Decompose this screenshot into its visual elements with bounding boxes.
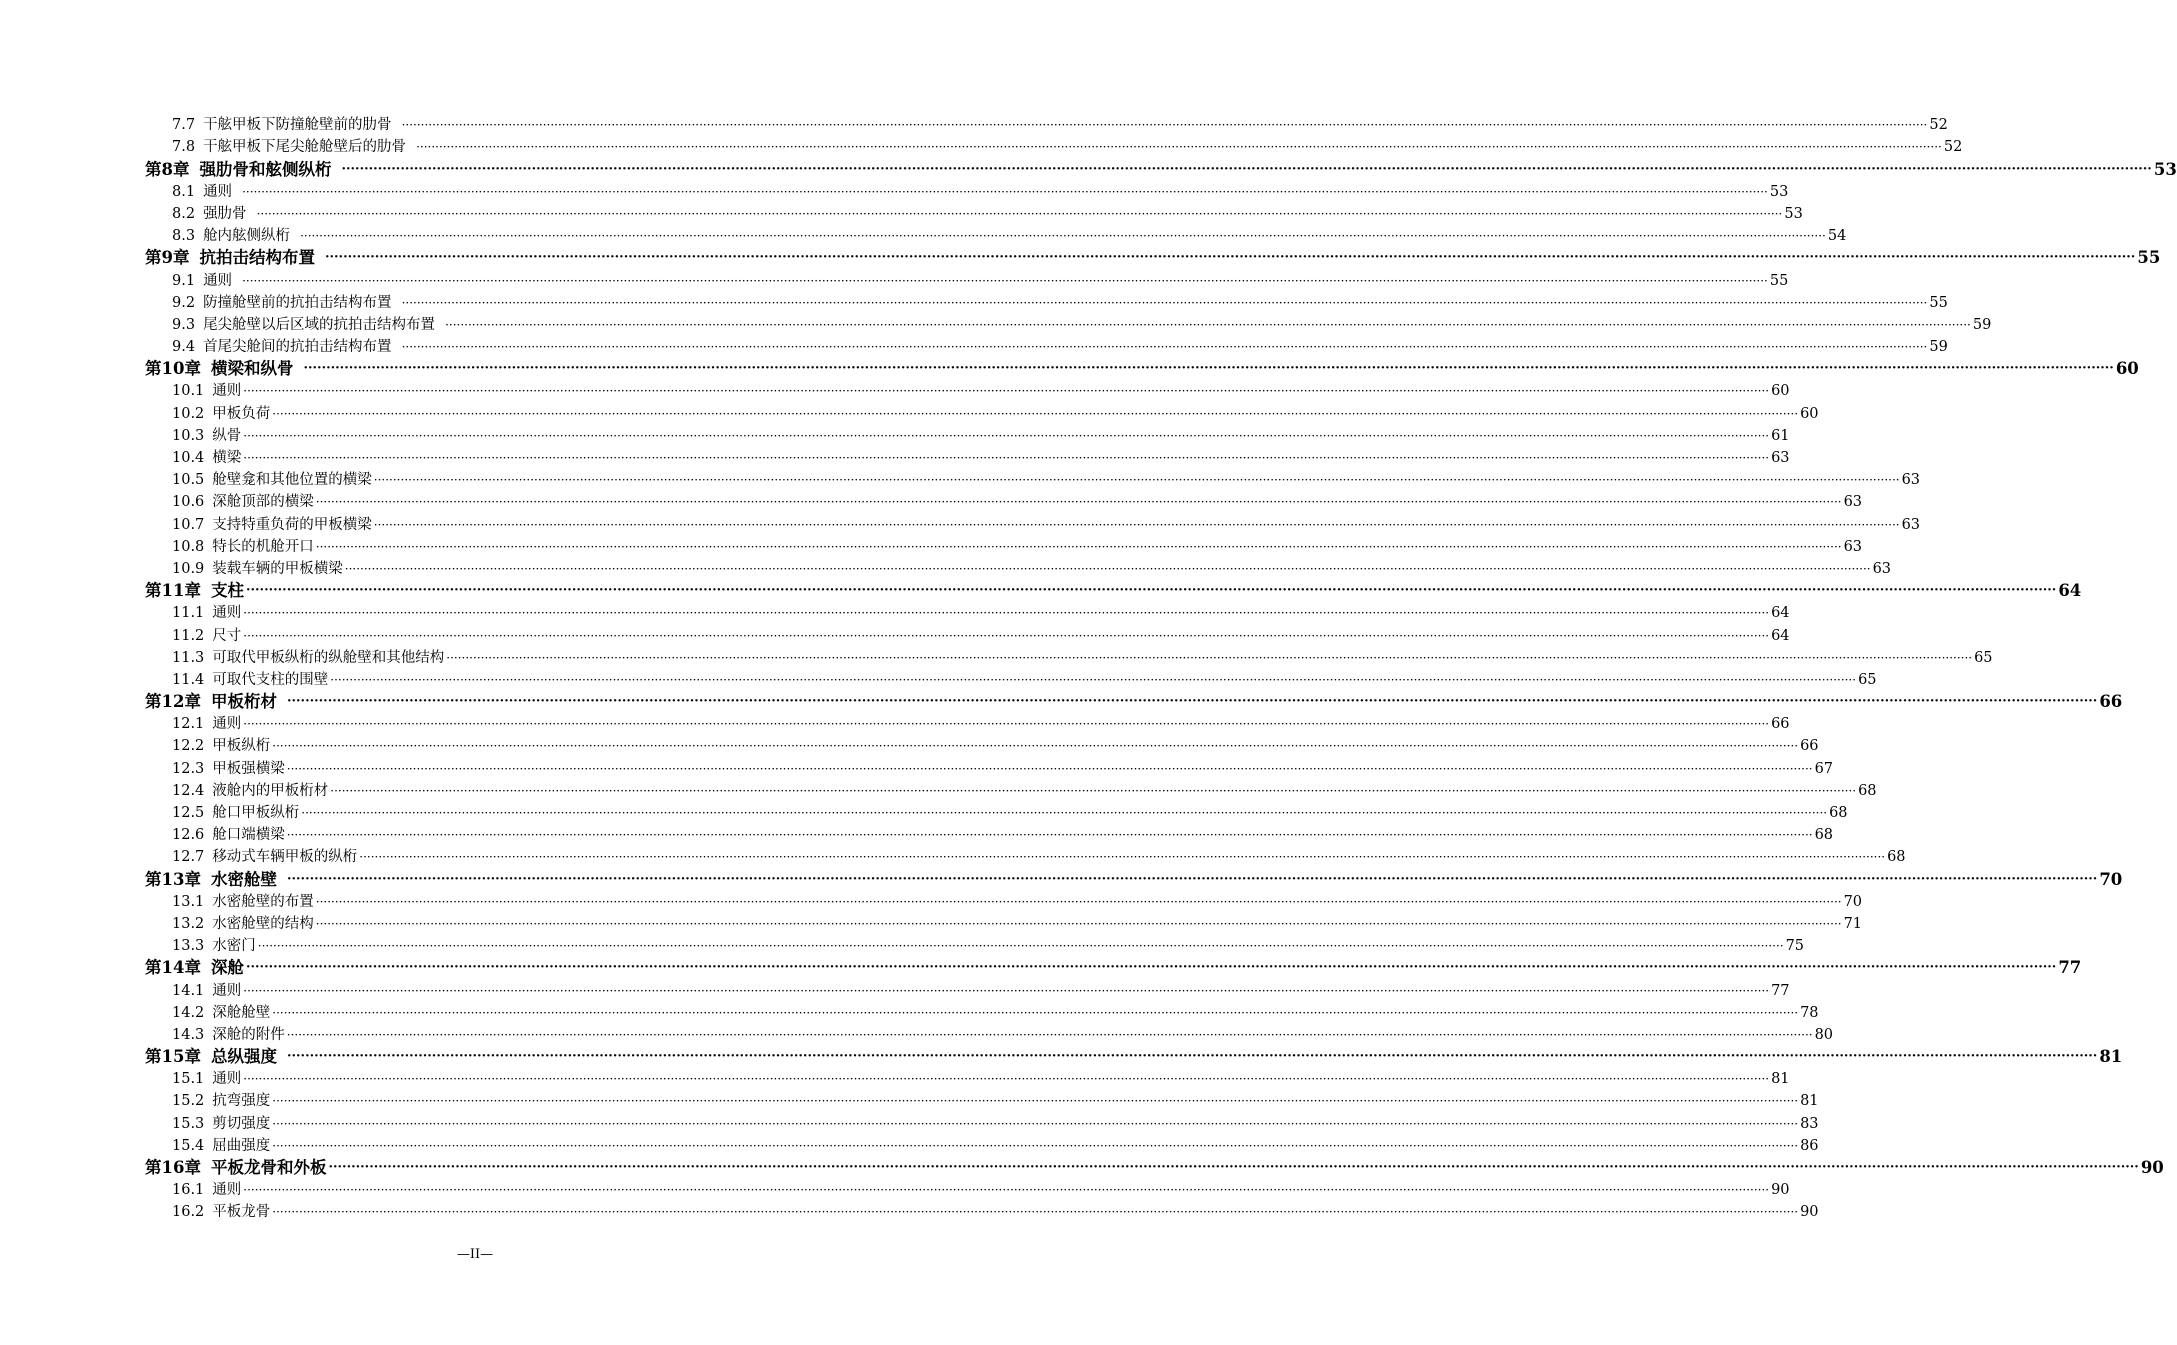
toc-entry-page: 77 bbox=[2058, 958, 2082, 978]
toc-entry-page: 63 bbox=[1901, 516, 1921, 533]
toc-entry-page: 68 bbox=[1814, 827, 1834, 844]
toc-entry-title: 深舱的附件 bbox=[212, 1026, 285, 1043]
toc-entry-title: 平板龙骨 bbox=[212, 1204, 271, 1221]
toc-section-entry[interactable] bbox=[0, 114, 1948, 136]
toc-entry-title: 支持特重负荷的甲板横梁 bbox=[212, 516, 372, 533]
toc-entry-title: 液舱内的甲板桁材 bbox=[212, 782, 329, 799]
toc-entry-number: 13.3 bbox=[172, 938, 205, 955]
toc-entry-page: 71 bbox=[1843, 915, 1863, 932]
dot-leader: ················································································································································································································································································································································································································ bbox=[324, 250, 2136, 266]
toc-entry-title: 屈曲强度 bbox=[212, 1137, 271, 1154]
toc-entry-page: 66 bbox=[1771, 716, 1790, 733]
toc-entry-number: 14.3 bbox=[172, 1026, 205, 1043]
toc-entry-page: 60 bbox=[1771, 383, 1790, 400]
dot-leader: ················································································································································································································································································································································································································ bbox=[315, 495, 1842, 510]
toc-section-entry[interactable] bbox=[0, 491, 1863, 513]
toc-entry-number: 8.2 bbox=[172, 205, 196, 222]
toc-entry-title: 水密舱壁的布置 bbox=[212, 893, 314, 910]
toc-section-entry[interactable] bbox=[0, 1024, 1834, 1046]
dot-leader: ················································································································································································································································································································································································································ bbox=[286, 1049, 2098, 1065]
dot-leader: ················································································································································································································································································································································································································ bbox=[272, 406, 1799, 421]
toc-section-entry[interactable] bbox=[0, 979, 1790, 1001]
toc-entry-number: 7.8 bbox=[172, 139, 196, 156]
toc-entry-number: 10.9 bbox=[172, 560, 205, 577]
dot-leader: ················································································································································································································································································································································································································ bbox=[243, 717, 1770, 732]
toc-section-entry[interactable] bbox=[0, 513, 1921, 535]
dot-leader: ················································································································································································································································································································································································································ bbox=[301, 806, 1828, 820]
toc-entry-number: 9.1 bbox=[172, 272, 196, 289]
toc-entry-title: 可取代甲板纵桁的纵舱壁和其他结构 bbox=[212, 649, 445, 666]
toc-entry-page: 52 bbox=[1929, 117, 1948, 134]
toc-entry-title: 干舷甲板下尾尖舱舱壁后的肋骨 bbox=[203, 139, 407, 156]
toc-entry-page: 70 bbox=[2099, 869, 2123, 889]
toc-entry-page: 61 bbox=[1771, 427, 1790, 444]
toc-entry-page: 55 bbox=[1929, 294, 1948, 311]
toc-entry-page: 64 bbox=[2058, 581, 2082, 601]
toc-entry-number: 15.4 bbox=[172, 1137, 205, 1154]
dot-leader: ················································································································································································································································································································································································································ bbox=[401, 295, 1928, 310]
toc-entry-number: 10.1 bbox=[172, 383, 205, 400]
toc-section-entry[interactable] bbox=[0, 602, 1790, 624]
toc-entry-page: 81 bbox=[2099, 1047, 2123, 1067]
toc-chapter-entry[interactable] bbox=[0, 957, 2082, 979]
table-of-contents bbox=[0, 114, 2177, 1223]
toc-entry-number: 10.8 bbox=[172, 538, 205, 555]
toc-entry-page: 90 bbox=[2140, 1158, 2164, 1177]
toc-entry-number: 9.4 bbox=[172, 339, 196, 356]
toc-entry-page: 64 bbox=[1771, 627, 1790, 644]
toc-entry-number: 11.4 bbox=[172, 671, 205, 688]
toc-entry-page: 59 bbox=[1972, 316, 1992, 333]
toc-entry-title: 强肋骨和舷侧纵桁 bbox=[199, 159, 332, 179]
toc-entry-title: 通则 bbox=[203, 272, 233, 289]
toc-entry-title: 舱口端横梁 bbox=[212, 827, 285, 844]
page-number: —II— bbox=[456, 1247, 494, 1262]
toc-entry-page: 90 bbox=[1771, 1182, 1790, 1199]
toc-entry-number: 第14章 bbox=[145, 958, 201, 978]
toc-section-entry[interactable] bbox=[0, 469, 1921, 491]
dot-leader: ················································································································································································································································································································································································································ bbox=[315, 916, 1842, 931]
dot-leader: ················································································································································································································································································································································································································ bbox=[242, 184, 1768, 199]
toc-entry-page: 83 bbox=[1800, 1115, 1819, 1132]
toc-entry-page: 63 bbox=[1843, 538, 1863, 555]
toc-section-entry[interactable] bbox=[0, 314, 1992, 336]
toc-entry-title: 舱口甲板纵桁 bbox=[212, 805, 300, 821]
toc-entry-title: 支柱 bbox=[210, 581, 244, 601]
dot-leader: ················································································································································································································································································································································································································ bbox=[416, 140, 1942, 155]
dot-leader: ················································································································································································································································································································································································································ bbox=[315, 894, 1842, 909]
toc-section-entry[interactable] bbox=[0, 558, 1892, 580]
toc-entry-page: 55 bbox=[1769, 272, 1789, 289]
dot-leader: ················································································································································································································································································································································································································ bbox=[256, 206, 1783, 221]
dot-leader: ················································································································································································································································································································································································································ bbox=[272, 1138, 1799, 1153]
toc-entry-page: 66 bbox=[1800, 738, 1819, 755]
toc-entry-number: 14.2 bbox=[172, 1004, 205, 1021]
dot-leader: ················································································································································································································································································································································································································ bbox=[341, 161, 2152, 177]
dot-leader: ················································································································································································································································································································································································································ bbox=[344, 561, 1871, 576]
toc-entry-number: 10.6 bbox=[172, 494, 205, 511]
toc-entry-page: 80 bbox=[1814, 1026, 1834, 1043]
dot-leader: ················································································································································································································································································································································································································ bbox=[243, 428, 1770, 443]
toc-entry-number: 11.1 bbox=[172, 605, 205, 622]
toc-entry-page: 63 bbox=[1843, 494, 1863, 511]
toc-entry-title: 舱壁龛和其他位置的横梁 bbox=[212, 472, 372, 489]
dot-leader: ················································································································································································································································································································································································································ bbox=[243, 983, 1770, 998]
dot-leader: ················································································································································································································································································································································································································ bbox=[257, 939, 1784, 954]
dot-leader: ················································································································································································································································································································································································································ bbox=[445, 317, 1971, 332]
toc-entry-number: 15.2 bbox=[172, 1093, 205, 1110]
toc-section-entry[interactable] bbox=[0, 447, 1790, 469]
toc-section-entry[interactable] bbox=[0, 380, 1790, 402]
toc-section-entry[interactable] bbox=[0, 1201, 1819, 1223]
toc-entry-page: 75 bbox=[1785, 938, 1805, 955]
toc-entry-number: 13.1 bbox=[172, 893, 205, 910]
toc-section-entry[interactable] bbox=[0, 1068, 1790, 1090]
toc-entry-page: 59 bbox=[1929, 339, 1948, 356]
toc-entry-page: 60 bbox=[2115, 359, 2139, 379]
dot-leader: ················································································································································································································································································································································································································ bbox=[245, 583, 2057, 599]
toc-entry-number: 10.4 bbox=[172, 450, 205, 466]
toc-entry-title: 尾尖舱壁以后区域的抗拍击结构布置 bbox=[203, 316, 436, 333]
toc-section-entry[interactable] bbox=[0, 935, 1805, 957]
dot-leader: ················································································································································································································································································································································································································ bbox=[286, 871, 2098, 887]
toc-section-entry[interactable] bbox=[0, 735, 1819, 757]
toc-entry-number: 15.3 bbox=[172, 1115, 205, 1132]
toc-section-entry[interactable] bbox=[0, 136, 1963, 158]
toc-section-entry[interactable] bbox=[0, 647, 1993, 669]
toc-entry-number: 11.3 bbox=[172, 649, 205, 666]
toc-chapter-entry[interactable] bbox=[0, 358, 2139, 380]
toc-section-entry[interactable] bbox=[0, 1135, 1819, 1157]
toc-entry-title: 舱内舷侧纵桁 bbox=[203, 228, 291, 245]
toc-entry-title: 通则 bbox=[212, 383, 242, 400]
toc-section-entry[interactable] bbox=[0, 425, 1790, 447]
toc-entry-title: 横梁和纵骨 bbox=[210, 359, 294, 379]
toc-entry-number: 12.4 bbox=[172, 782, 205, 799]
toc-section-entry[interactable] bbox=[0, 846, 1906, 868]
toc-entry-title: 通则 bbox=[212, 1182, 242, 1199]
toc-entry-page: 70 bbox=[1843, 893, 1863, 910]
dot-leader: ················································································································································································································································································································································································································ bbox=[243, 384, 1770, 399]
dot-leader: ················································································································································································································································································································································································································ bbox=[272, 1094, 1799, 1109]
toc-entry-page: 66 bbox=[2099, 692, 2123, 712]
toc-entry-title: 甲板强横梁 bbox=[212, 760, 285, 777]
toc-section-entry[interactable] bbox=[0, 780, 1877, 802]
toc-entry-title: 强肋骨 bbox=[203, 205, 247, 222]
toc-chapter-entry[interactable] bbox=[0, 868, 2123, 890]
toc-entry-number: 10.7 bbox=[172, 516, 205, 533]
toc-entry-title: 甲板负荷 bbox=[212, 405, 271, 422]
toc-entry-title: 通则 bbox=[212, 716, 242, 733]
toc-entry-title: 抗拍击结构布置 bbox=[199, 248, 315, 268]
toc-entry-title: 特长的机舱开口 bbox=[212, 538, 314, 555]
toc-entry-title: 装载车辆的甲板横梁 bbox=[212, 560, 343, 577]
toc-entry-page: 54 bbox=[1827, 228, 1847, 245]
toc-section-entry[interactable] bbox=[0, 1179, 1790, 1201]
toc-section-entry[interactable] bbox=[0, 181, 1789, 203]
toc-entry-number: 11.2 bbox=[172, 627, 205, 644]
dot-leader: ················································································································································································································································································································································································································ bbox=[243, 1183, 1770, 1198]
toc-entry-title: 甲板桁材 bbox=[210, 692, 277, 712]
toc-chapter-entry[interactable] bbox=[0, 691, 2123, 713]
toc-entry-title: 尺寸 bbox=[212, 627, 242, 644]
toc-entry-number: 16.2 bbox=[172, 1204, 205, 1221]
toc-entry-page: 65 bbox=[1974, 649, 1993, 666]
toc-entry-number: 12.2 bbox=[172, 738, 205, 755]
dot-leader: ················································································································································································································································································································································································································ bbox=[359, 850, 1886, 865]
toc-entry-number: 10.3 bbox=[172, 427, 205, 444]
toc-entry-page: 52 bbox=[1943, 139, 1963, 156]
toc-entry-number: 第16章 bbox=[145, 1158, 201, 1177]
toc-entry-page: 77 bbox=[1771, 982, 1790, 999]
toc-entry-number: 10.5 bbox=[172, 472, 205, 489]
toc-entry-title: 纵骨 bbox=[212, 427, 242, 444]
dot-leader: ················································································································································································································································································································································································································ bbox=[401, 118, 1928, 133]
dot-leader: ················································································································································································································································································································································································································ bbox=[286, 1027, 1813, 1042]
toc-section-entry[interactable] bbox=[0, 292, 1948, 314]
toc-entry-page: 63 bbox=[1872, 560, 1892, 577]
toc-entry-number: 12.6 bbox=[172, 827, 205, 844]
toc-entry-number: 9.3 bbox=[172, 316, 196, 333]
toc-entry-page: 63 bbox=[1771, 450, 1790, 466]
toc-entry-number: 9.2 bbox=[172, 294, 196, 311]
toc-entry-page: 78 bbox=[1800, 1004, 1819, 1021]
dot-leader: ················································································································································································································································································································································································································ bbox=[373, 517, 1900, 532]
toc-entry-number: 第12章 bbox=[145, 692, 201, 712]
toc-chapter-entry[interactable] bbox=[0, 1157, 2164, 1179]
toc-entry-title: 剪切强度 bbox=[212, 1115, 271, 1132]
toc-entry-title: 干舷甲板下防撞舱壁前的肋骨 bbox=[203, 117, 392, 134]
toc-entry-page: 55 bbox=[2137, 248, 2161, 268]
dot-leader: ················································································································································································································································································································································································································ bbox=[303, 361, 2114, 377]
toc-entry-number: 15.1 bbox=[172, 1071, 205, 1088]
dot-leader: ················································································································································································································································································································································································································ bbox=[243, 606, 1770, 621]
toc-entry-page: 68 bbox=[1858, 782, 1877, 799]
dot-leader: ················································································································································································································································································································································································································ bbox=[243, 628, 1770, 643]
toc-entry-title: 横梁 bbox=[212, 450, 242, 466]
dot-leader: ················································································································································································································································································································································································································ bbox=[373, 473, 1900, 488]
dot-leader: ················································································································································································································································································································································································································ bbox=[315, 539, 1842, 554]
toc-chapter-entry[interactable] bbox=[0, 1046, 2123, 1068]
toc-entry-page: 65 bbox=[1858, 671, 1877, 688]
toc-section-entry[interactable] bbox=[0, 203, 1803, 225]
dot-leader: ················································································································································································································································································································································································································ bbox=[328, 1160, 2139, 1175]
toc-entry-title: 通则 bbox=[203, 183, 233, 200]
toc-entry-number: 第13章 bbox=[145, 869, 201, 889]
toc-entry-page: 68 bbox=[1887, 849, 1906, 866]
toc-section-entry[interactable] bbox=[0, 402, 1819, 424]
toc-section-entry[interactable] bbox=[0, 669, 1877, 691]
toc-chapter-entry[interactable] bbox=[0, 158, 2177, 180]
toc-section-entry[interactable] bbox=[0, 713, 1790, 735]
dot-leader: ················································································································································································································································································································································································································ bbox=[286, 761, 1813, 776]
toc-entry-title: 甲板纵桁 bbox=[212, 738, 271, 755]
toc-entry-title: 通则 bbox=[212, 982, 242, 999]
toc-entry-number: 12.5 bbox=[172, 805, 205, 821]
toc-section-entry[interactable] bbox=[0, 536, 1863, 558]
toc-section-entry[interactable] bbox=[0, 757, 1834, 779]
toc-entry-page: 63 bbox=[1901, 472, 1921, 489]
toc-entry-number: 12.7 bbox=[172, 849, 205, 866]
toc-entry-number: 14.1 bbox=[172, 982, 205, 999]
toc-entry-page: 53 bbox=[2153, 159, 2177, 179]
toc-entry-title: 水密舱壁的结构 bbox=[212, 915, 314, 932]
toc-entry-page: 81 bbox=[1771, 1071, 1790, 1088]
toc-section-entry[interactable] bbox=[0, 1090, 1819, 1112]
toc-section-entry[interactable] bbox=[0, 802, 1848, 824]
toc-entry-title: 深舱顶部的横梁 bbox=[212, 494, 314, 511]
toc-entry-title: 通则 bbox=[212, 1071, 242, 1088]
toc-section-entry[interactable] bbox=[0, 1112, 1819, 1134]
toc-section-entry[interactable] bbox=[0, 913, 1863, 935]
toc-entry-number: 第10章 bbox=[145, 359, 201, 379]
toc-entry-title: 通则 bbox=[212, 605, 242, 622]
toc-section-entry[interactable] bbox=[0, 891, 1863, 913]
toc-section-entry[interactable] bbox=[0, 336, 1948, 358]
dot-leader: ················································································································································································································································································································································································································ bbox=[243, 451, 1770, 465]
toc-entry-page: 68 bbox=[1829, 805, 1848, 821]
dot-leader: ················································································································································································································································································································································································································ bbox=[446, 650, 1973, 665]
toc-section-entry[interactable] bbox=[0, 225, 1847, 247]
toc-entry-number: 7.7 bbox=[172, 117, 196, 134]
toc-entry-number: 第11章 bbox=[145, 581, 201, 601]
dot-leader: ················································································································································································································································································································································································································ bbox=[245, 960, 2057, 976]
toc-entry-title: 深舱 bbox=[210, 958, 244, 978]
toc-entry-page: 90 bbox=[1800, 1204, 1819, 1221]
toc-entry-title: 抗弯强度 bbox=[212, 1093, 271, 1110]
dot-leader: ················································································································································································································································································································································································································ bbox=[330, 783, 1857, 798]
dot-leader: ················································································································································································································································································································································································································ bbox=[272, 1005, 1799, 1020]
toc-entry-page: 81 bbox=[1800, 1093, 1819, 1110]
toc-entry-title: 深舱舱壁 bbox=[212, 1004, 271, 1021]
dot-leader: ················································································································································································································································································································································································································ bbox=[300, 229, 1826, 244]
dot-leader: ················································································································································································································································································································································································································ bbox=[401, 340, 1928, 355]
toc-entry-title: 平板龙骨和外板 bbox=[210, 1158, 327, 1177]
toc-entry-number: 12.1 bbox=[172, 716, 205, 733]
toc-chapter-entry[interactable] bbox=[0, 247, 2161, 269]
dot-leader: ················································································································································································································································································································································································································ bbox=[286, 694, 2098, 710]
toc-entry-title: 水密舱壁 bbox=[210, 869, 277, 889]
toc-entry-number: 第8章 bbox=[145, 159, 190, 179]
dot-leader: ················································································································································································································································································································································································································ bbox=[286, 828, 1813, 843]
toc-chapter-entry[interactable] bbox=[0, 580, 2082, 602]
dot-leader: ················································································································································································································································································································································································································ bbox=[242, 273, 1768, 288]
toc-section-entry[interactable] bbox=[0, 1002, 1819, 1024]
toc-entry-page: 53 bbox=[1769, 183, 1789, 200]
toc-entry-number: 8.3 bbox=[172, 228, 196, 245]
toc-section-entry[interactable] bbox=[0, 824, 1834, 846]
toc-entry-number: 8.1 bbox=[172, 183, 196, 200]
toc-section-entry[interactable] bbox=[0, 624, 1790, 646]
toc-entry-page: 60 bbox=[1800, 405, 1819, 422]
toc-entry-number: 10.2 bbox=[172, 405, 205, 422]
toc-entry-title: 水密门 bbox=[212, 938, 256, 955]
dot-leader: ················································································································································································································································································································································································································ bbox=[243, 1072, 1770, 1087]
toc-entry-page: 64 bbox=[1771, 605, 1790, 622]
toc-section-entry[interactable] bbox=[0, 269, 1789, 291]
toc-entry-number: 第15章 bbox=[145, 1047, 201, 1067]
dot-leader: ················································································································································································································································································································································································································ bbox=[272, 1116, 1799, 1131]
toc-entry-number: 13.2 bbox=[172, 915, 205, 932]
dot-leader: ················································································································································································································································································································································································································ bbox=[272, 739, 1799, 754]
toc-entry-title: 移动式车辆甲板的纵桁 bbox=[212, 849, 358, 866]
toc-entry-page: 53 bbox=[1784, 205, 1803, 222]
dot-leader: ················································································································································································································································································································································································································ bbox=[330, 672, 1857, 687]
toc-entry-title: 防撞舱壁前的抗拍击结构布置 bbox=[203, 294, 392, 311]
toc-entry-page: 67 bbox=[1814, 760, 1834, 777]
toc-entry-title: 总纵强度 bbox=[210, 1047, 277, 1067]
dot-leader: ················································································································································································································································································································································································································ bbox=[272, 1205, 1799, 1220]
toc-entry-page: 86 bbox=[1800, 1137, 1819, 1154]
toc-entry-number: 16.1 bbox=[172, 1182, 205, 1199]
toc-entry-number: 第9章 bbox=[145, 248, 190, 268]
toc-entry-title: 首尾尖舱间的抗拍击结构布置 bbox=[203, 339, 392, 356]
toc-entry-title: 可取代支柱的围壁 bbox=[212, 671, 329, 688]
toc-entry-number: 12.3 bbox=[172, 760, 205, 777]
